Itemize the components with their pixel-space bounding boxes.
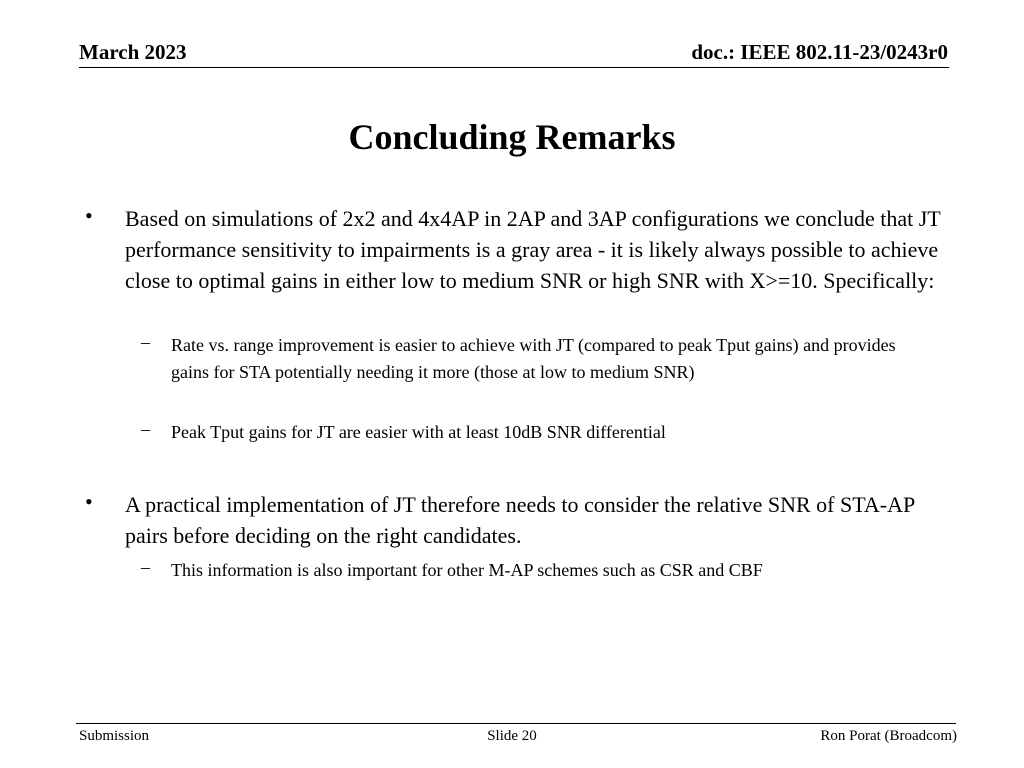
sub-bullet-text-peak-tput: Peak Tput gains for JT are easier with at least 10dB SNR differential	[171, 422, 666, 442]
bullet-marker: •	[85, 489, 93, 514]
footer-slide-number: Slide 20	[487, 728, 537, 744]
slide-title: Concluding Remarks	[348, 117, 676, 157]
bullet-text-simulations: Based on simulations of 2x2 and 4x4AP in 2AP and 3AP configurations we conclude that JT performance sensitivity to impairments is a gray area - it is likely always possible to achieve close to optimal gains in either low to medium SNR or high SNR with X>=10. Specifically:	[125, 206, 941, 293]
sub-bullet-text-rate-range: Rate vs. range improvement is easier to achieve with JT (compared to peak Tput gains) and provides gains for STA potentially needing it more (those at low to medium SNR)	[171, 335, 896, 382]
footer-divider	[76, 723, 956, 724]
sub-bullet-marker: –	[141, 419, 150, 439]
footer-author: Ron Porat (Broadcom)	[820, 728, 957, 744]
footer-submission: Submission	[79, 728, 150, 744]
sub-bullet-text-other-schemes: This information is also important for other M-AP schemes such as CSR and CBF	[171, 560, 763, 580]
bullet-marker: •	[85, 203, 93, 228]
sub-bullet-marker: –	[141, 332, 150, 352]
header-doc-id: doc.: IEEE 802.11-23/0243r0	[691, 40, 948, 64]
header-date: March 2023	[79, 40, 187, 64]
sub-bullet-marker: –	[141, 557, 150, 577]
bullet-text-practical-implementation: A practical implementation of JT therefore needs to consider the relative SNR of STA-AP pairs before deciding on the right candidates.	[125, 492, 915, 548]
